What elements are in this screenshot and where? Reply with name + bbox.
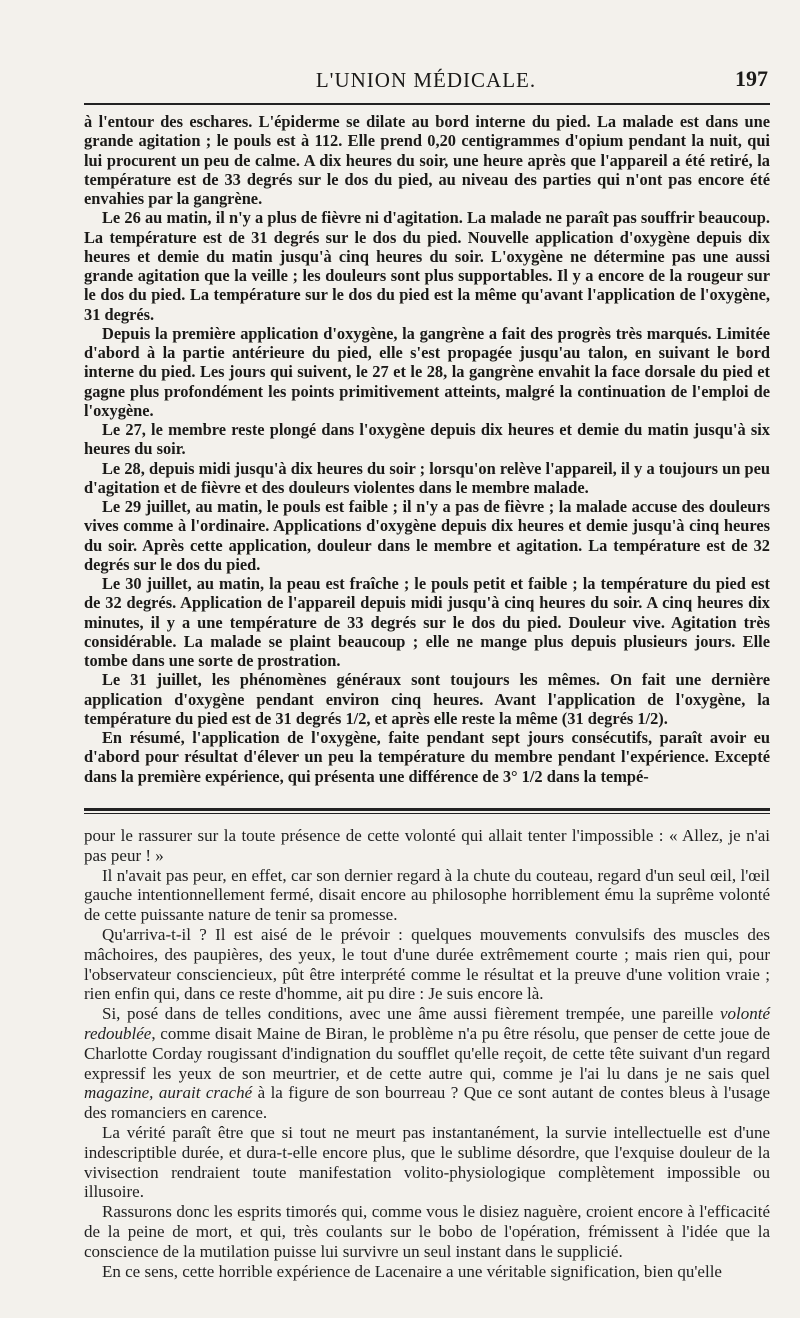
article-paragraph: Le 27, le membre reste plongé dans l'oxygène depuis dix heures et demie du matin jusqu'à six heures du soir. [84,420,770,459]
feuilleton-paragraph [84,1004,770,1123]
article-paragraph: Le 28, depuis midi jusqu'à dix heures du soir ; lorsqu'on relève l'appareil, il y a toujours un peu d'agitation et de fièvre et des douleurs violentes dans le membre malade. [84,458,770,497]
page-number: 197 [735,66,768,91]
italic-phrase: magazine, aurait craché [84,1083,253,1103]
header-rule [84,103,770,105]
italic-phrase: volonté redoublée [84,1004,770,1043]
text-run: à la figure de son bourreau ? Que ce sont autant de contes bleus à l'usage des romanciers en carence. [84,1083,770,1123]
article-body [84,112,770,786]
article-paragraph: Le 26 au matin, il n'y a plus de fièvre ni d'agitation. La malade ne paraît pas souffrir beaucoup. La température est de 31 degrés sur le dos du pied. Nouvelle application d'oxygène depuis dix heures et demie du matin jusqu'à cinq heures du soir. L'oxygène ne détermine pas une aussi grande agitation que la veille ; les douleurs sont plus supportables. Il y a encore de la rougeur sur le dos du pied. La température sur le dos du pied est la même qu'avant l'application de l'oxygène, 31 degrés. [84,208,770,324]
feuilleton-separator-thin [84,813,770,814]
article-paragraph: Le 29 juillet, au matin, le pouls est faible ; il n'y a pas de fièvre ; la malade accuse des douleurs vives comme à l'ordinaire. Applications d'oxygène depuis dix heures et demie jusqu'à cinq heures du soir. Après cette application, douleur dans le membre et agitation. La température est de 32 degrés sur le dos du pied. [84,497,770,574]
feuilleton-paragraph: Il n'avait pas peur, en effet, car son dernier regard à la chute du couteau, regard d'un seul œil, l'œil gauche intentionnellement fermé, disait encore au philosophe horriblement ému la suprême volonté de cette puissante nature de tenir sa promesse. [84,865,770,925]
feuilleton-body [84,826,770,1281]
article-paragraph: En résumé, l'application de l'oxygène, faite pendant sept jours consécutifs, paraît avoir eu d'abord pour résultat d'élever un peu la température du membre pendant l'expérience. Excepté dans la première expérience, qui présenta une différence de 3° 1/2 dans la tempé- [84,728,770,786]
feuilleton-paragraph: pour le rassurer sur la toute présence de cette volonté qui allait tenter l'impossible : « Allez, je n'ai pas peur ! » [84,826,770,865]
article-paragraph: Le 30 juillet, au matin, la peau est fraîche ; le pouls petit et faible ; la température du pied est de 32 degrés. Application de l'appareil depuis midi jusqu'à cinq heures du soir. A cinq heures dix minutes, il y a une température de 33 degrés sur le dos du pied. Douleur vive. Agitation très considérable. La malade se plaint beaucoup ; elle ne mange plus depuis plusieurs jours. Elle tombe dans une sorte de prostration. [84,574,770,670]
feuilleton-paragraph: La vérité paraît être que si tout ne meurt pas instantanément, la survie intellectuelle est d'une indescriptible durée, et dura-t-elle encore plus, que le sublime désordre, que l'exquise douleur de la vivisection rendraient toute manifestation volito-physiologique complètement impossible ou illusoire. [84,1122,770,1202]
running-header [84,64,768,98]
text-run: , comme disait Maine de Biran, le problème n'a pu être résolu, que penser de cette joue de Charlotte Corday rougissant d'indignation du soufflet qu'elle reçoit, de cette tête suivant d'un regard expressif les yeux de son meurtrier, et de cette autre qui, comme je l'ai lu dans je ne sais quel [84,1023,770,1083]
feuilleton-paragraph: En ce sens, cette horrible expérience de Lacenaire a une véritable signification, bien qu'elle [102,1261,722,1281]
feuilleton-paragraph: Rassurons donc les esprits timorés qui, comme vous le disiez naguère, croient encore à l'efficacité de la peine de mort, et qui, très coulants sur le bobo de l'opération, frémissent à l'idée que la conscience de la mutilation puisse lui survivre un seul instant dans le supplicié. [84,1202,770,1261]
feuilleton-paragraph: Qu'arriva-t-il ? Il est aisé de le prévoir : quelques mouvements convulsifs des muscles des mâchoires, des paupières, des yeux, le tout d'une durée extrêmement courte ; mais rien qui, pour l'observateur consciencieux, pût être interprété comme le résultat et la preuve d'une volition vraie ; rien enfin qui, dans ce reste d'homme, ait pu dire : Je suis encore là. [84,924,770,1004]
article-paragraph: à l'entour des eschares. L'épiderme se dilate au bord interne du pied. La malade est dans une grande agitation ; le pouls est à 112. Elle prend 0,20 centigrammes d'opium pendant la nuit, qui lui procurent un peu de calme. A dix heures du soir, une heure après que l'appareil a été retiré, la température est de 33 degrés sur le dos du pied, au niveau des parties qui n'ont pas encore été envahies par la gangrène. [84,112,770,208]
article-paragraph: Depuis la première application d'oxygène, la gangrène a fait des progrès très marqués. Limitée d'abord à la partie antérieure du pied, elle s'est propagée jusqu'au talon, en suivant le bord interne du pied. Les jours qui suivent, le 27 et le 28, la gangrène envahit la face dorsale du pied et gagne plus profondément les points primitivement atteints, malgré la continuation de l'emploi de l'oxygène. [84,323,770,420]
journal-title: L'UNION MÉDICALE. [315,68,537,92]
article-paragraph: Le 31 juillet, les phénomènes généraux sont toujours les mêmes. On fait une dernière application d'oxygène pendant environ cinq heures. Avant l'application de l'oxygène, la température du pied est de 31 degrés 1/2, et après elle reste la même (31 degrés 1/2). [84,670,770,728]
text-run: Si, posé dans de telles conditions, avec une âme aussi fièrement trempée, une pareille [102,1004,720,1024]
feuilleton-separator [84,808,770,811]
